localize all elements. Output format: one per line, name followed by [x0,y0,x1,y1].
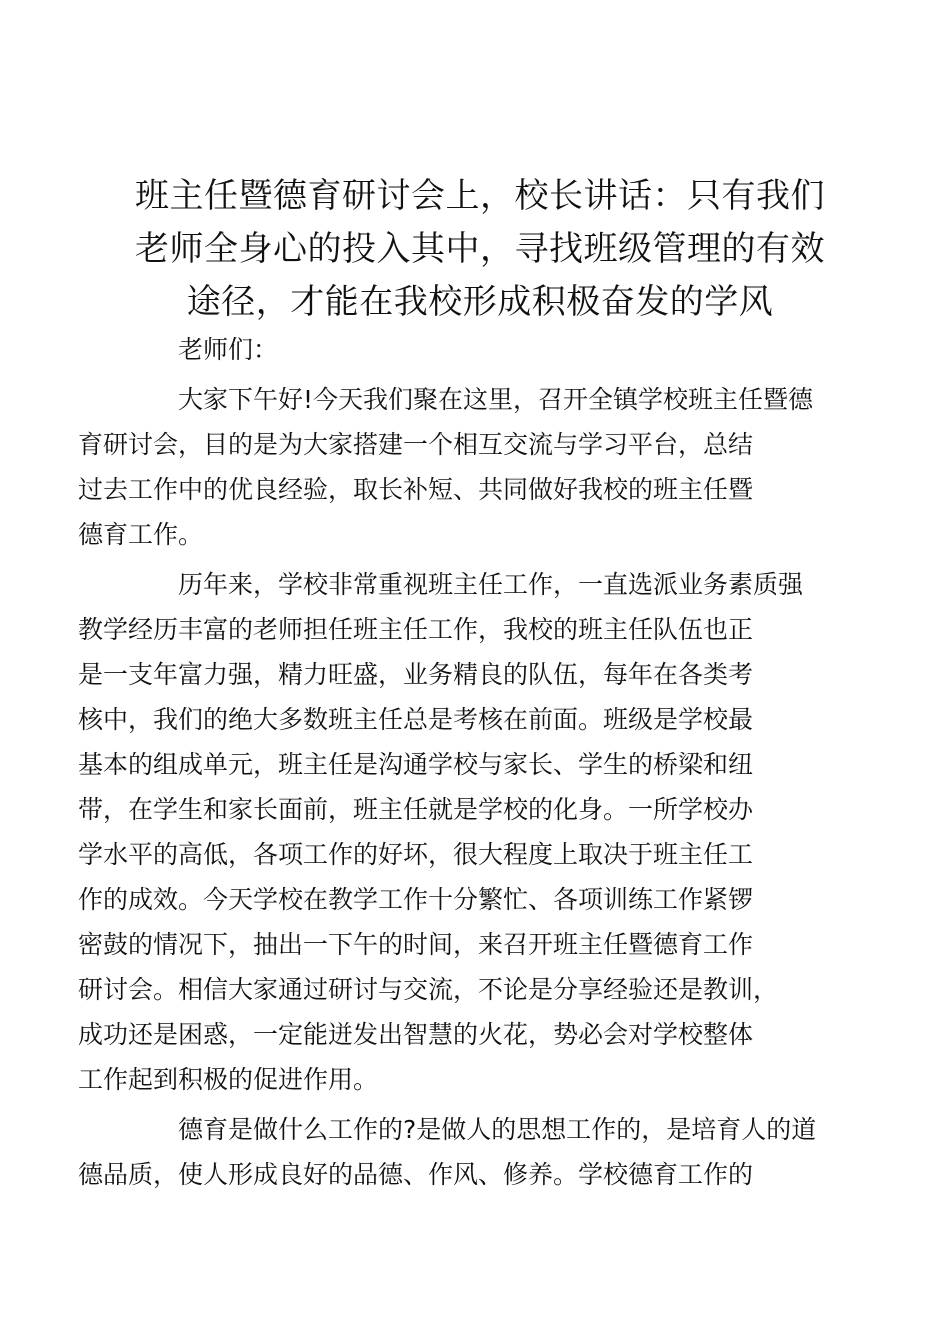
text-line: 德育是做什么工作的?是做人的思想工作的，是培育人的道 [178,1115,817,1144]
text-line: 密鼓的情况下，抽出一下午的时间，来召开班主任暨德育工作 [78,930,754,959]
text-line: 研讨会。相信大家通过研讨与交流，不论是分享经验还是教训， [78,975,779,1004]
text-line: 核中，我们的绝大多数班主任总是考核在前面。班级是学校最 [78,705,754,734]
text-line: 教学经历丰富的老师担任班主任工作，我校的班主任队伍也正 [78,615,754,644]
text-line: 德育工作。 [78,520,204,549]
text-line: 工作起到积极的促进作用。 [78,1065,379,1094]
text-line: 是一支年富力强，精力旺盛，业务精良的队伍，每年在各类考 [78,660,754,689]
text-line: 育研讨会，目的是为大家搭建一个相互交流与学习平台，总结 [78,430,754,459]
text-line: 大家下午好!今天我们聚在这里，召开全镇学校班主任暨德 [178,385,814,414]
text-line: 带，在学生和家长面前，班主任就是学校的化身。一所学校办 [78,795,754,824]
text-line: 德品质，使人形成良好的品德、作风、修养。学校德育工作的 [78,1160,754,1189]
title-line: 途径，才能在我校形成积极奋发的学风 [186,282,774,322]
title-line: 老师全身心的投入其中，寻找班级管理的有效 [135,229,825,269]
text-line: 作的成效。今天学校在教学工作十分繁忙、各项训练工作紧锣 [78,885,754,914]
paragraph-1 [78,377,834,557]
title-line: 班主任暨德育研讨会上，校长讲话：只有我们 [135,176,825,216]
text-line: 基本的组成单元，班主任是沟通学校与家长、学生的桥梁和纽 [78,750,754,779]
text-line: 过去工作中的优良经验，取长补短、共同做好我校的班主任暨 [78,475,754,504]
document-body [78,327,834,1197]
paragraph-3 [78,1107,834,1197]
paragraph-2 [78,562,834,1102]
text-line: 成功还是困惑，一定能迸发出智慧的火花，势必会对学校整体 [78,1020,754,1049]
text-line: 历年来，学校非常重视班主任工作，一直选派业务素质强 [178,570,804,599]
salutation: 老师们： [178,335,279,364]
text-line: 学水平的高低，各项工作的好坏，很大程度上取决于班主任工 [78,840,754,869]
document-title [110,170,850,329]
